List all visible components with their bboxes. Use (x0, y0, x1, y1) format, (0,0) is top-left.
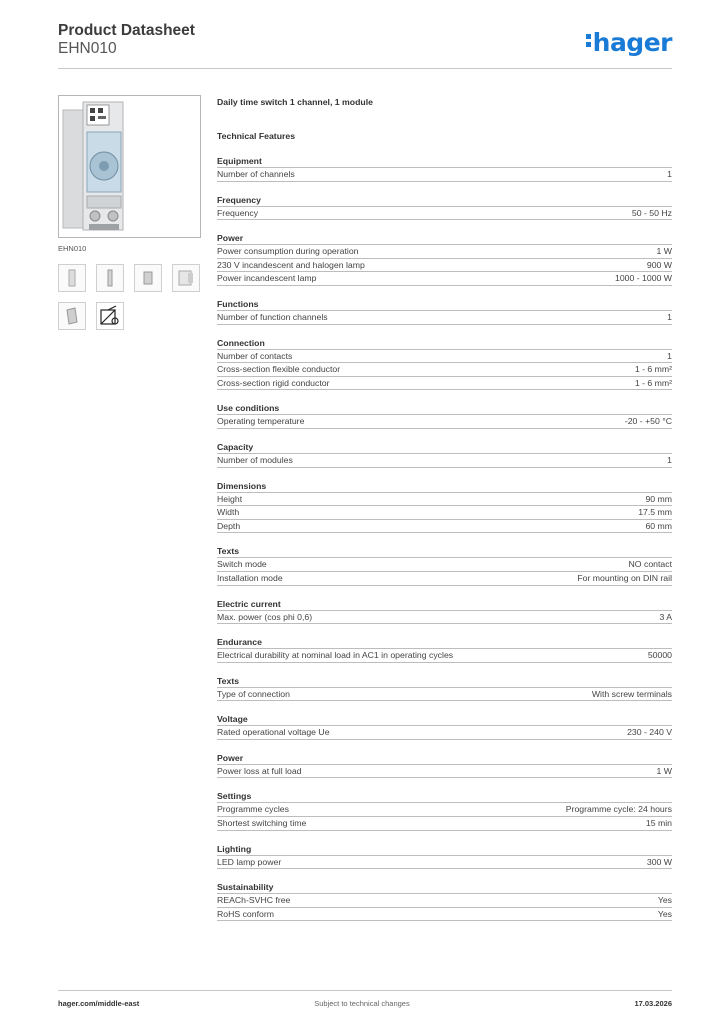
spec-row-label: RoHS conform (217, 908, 274, 919)
spec-row-label: Power loss at full load (217, 765, 302, 776)
spec-row-value: 1 (667, 350, 672, 361)
spec-row-label: Power incandescent lamp (217, 273, 317, 284)
footer-notice: Subject to technical changes (314, 999, 410, 1008)
spec-row-label: Number of modules (217, 454, 293, 465)
spec-row-value: NO contact (628, 559, 672, 570)
spec-group-title: Power (217, 233, 244, 244)
spec-row-value: 90 mm (645, 493, 672, 504)
spec-row-label: REACh-SVHC free (217, 895, 291, 906)
spec-row-value: 50 - 50 Hz (631, 207, 672, 218)
spec-group (217, 337, 672, 391)
specification-sheet (217, 95, 672, 921)
spec-row-label: Power consumption during operation (217, 246, 359, 257)
header (58, 22, 195, 58)
spec-row (217, 414, 672, 429)
spec-row-value: 50000 (647, 650, 672, 661)
spec-group-title: Dimensions (217, 480, 267, 491)
spec-row-label: Frequency (217, 207, 259, 218)
product-description: Daily time switch 1 channel, 1 module (217, 97, 373, 107)
spec-group-title: Sustainability (217, 882, 274, 893)
thumbnail-front-view[interactable] (58, 264, 86, 292)
spec-row (217, 505, 672, 520)
spec-group-title: Voltage (217, 714, 248, 725)
spec-row (217, 362, 672, 377)
spec-row-value: 3 A (659, 611, 672, 622)
spec-row-label: Number of contacts (217, 350, 293, 361)
spec-row-label: Number of function channels (217, 311, 328, 322)
spec-group-title: Capacity (217, 441, 254, 452)
spec-row (217, 610, 672, 625)
spec-row-value: 1 (667, 169, 672, 179)
spec-row-label: LED lamp power (217, 856, 282, 867)
spec-row-label: 230 V incandescent and halogen lamp (217, 259, 365, 270)
thumbnail-angle-view[interactable] (172, 264, 200, 292)
spec-row-value: 1 - 6 mm² (634, 377, 672, 388)
spec-row-label: Programme cycles (217, 804, 289, 815)
header-divider (58, 68, 672, 69)
spec-row-value: 1 - 6 mm² (634, 364, 672, 375)
spec-group (217, 298, 672, 325)
spec-row (217, 492, 672, 507)
spec-row-label: Type of connection (217, 688, 290, 699)
thumbnail-top-view[interactable] (134, 264, 162, 292)
spec-group (217, 881, 672, 921)
footer-website-link[interactable]: hager.com/middle-east (58, 999, 140, 1008)
thumbnail-3d-view[interactable] (58, 302, 86, 330)
spec-group (217, 598, 672, 625)
spec-groups (217, 155, 672, 921)
spec-row-value: 300 W (646, 856, 672, 867)
spec-row-label: Switch mode (217, 559, 267, 570)
spec-group-title: Connection (217, 337, 265, 348)
time-switch-illustration (59, 96, 201, 238)
spec-row (217, 648, 672, 663)
spec-row-value: 17.5 mm (638, 507, 672, 518)
spec-group-title: Settings (217, 791, 252, 802)
wiring-diagram-icon[interactable] (96, 302, 124, 330)
spec-group-title: Equipment (217, 156, 262, 166)
spec-row (217, 571, 672, 586)
spec-row-label: Installation mode (217, 572, 283, 583)
spec-row (217, 907, 672, 922)
spec-row-value: Yes (657, 908, 672, 919)
product-image (58, 95, 201, 238)
spec-group (217, 232, 672, 286)
spec-group (217, 713, 672, 740)
spec-row-value: 1 (667, 454, 672, 465)
spec-row-label: Shortest switching time (217, 818, 307, 829)
thumbnail-side-view[interactable] (96, 264, 124, 292)
spec-row (217, 764, 672, 779)
spec-row-value: For mounting on DIN rail (577, 572, 672, 583)
spec-row-label: Height (217, 493, 243, 504)
spec-row-value: 1 W (656, 765, 672, 776)
product-label: EHN010 (58, 244, 87, 253)
spec-group-title: Use conditions (217, 403, 280, 414)
spec-group-title: Lighting (217, 843, 252, 854)
spec-row-label: Cross-section rigid conductor (217, 377, 330, 388)
spec-group-title: Endurance (217, 637, 262, 648)
spec-row (217, 725, 672, 740)
spec-row-value: Programme cycle: 24 hours (565, 804, 672, 815)
spec-row-label: Depth (217, 520, 241, 531)
footer-date: 17.03.2026 (634, 999, 672, 1008)
spec-group-title: Texts (217, 546, 240, 557)
hager-logo (586, 28, 672, 57)
spec-row (217, 244, 672, 259)
spec-row-value: 15 min (645, 818, 672, 829)
spec-group (217, 402, 672, 429)
spec-group (217, 790, 672, 830)
spec-row (217, 557, 672, 572)
spec-row (217, 349, 672, 364)
brand-name: hager (592, 28, 672, 57)
spec-row-value: 1000 - 1000 W (615, 273, 672, 284)
spec-row-value: 1 (667, 311, 672, 322)
spec-row (217, 816, 672, 831)
spec-row (217, 687, 672, 702)
spec-row-label: Max. power (cos phi 0,6) (217, 611, 313, 622)
spec-row-value: 60 mm (645, 520, 672, 531)
spec-row-label: Electrical durability at nominal load in AC1 in operating cycles (217, 650, 454, 661)
spec-row (217, 258, 672, 273)
spec-row-label: Width (217, 507, 240, 518)
spec-row (217, 802, 672, 817)
spec-row-value: Yes (657, 895, 672, 906)
spec-group-title: Texts (217, 675, 240, 686)
spec-row-value: -20 - +50 °C (624, 416, 672, 427)
spec-group-title: Electric current (217, 598, 281, 609)
spec-row-label: Number of channels (217, 169, 295, 179)
technical-features-heading: Technical Features (217, 131, 296, 141)
spec-group (217, 480, 672, 534)
spec-group-title: Power (217, 752, 244, 763)
spec-row-label: Rated operational voltage Ue (217, 727, 330, 738)
spec-row-value: 230 - 240 V (627, 727, 672, 738)
spec-group (217, 675, 672, 702)
spec-group (217, 194, 672, 221)
spec-row-value: 1 W (656, 246, 672, 257)
page-title: Product Datasheet (58, 22, 195, 39)
product-code: EHN010 (58, 40, 117, 57)
spec-row (217, 893, 672, 908)
spec-group (217, 545, 672, 585)
spec-row (217, 453, 672, 468)
spec-row-value: With screw terminals (591, 688, 672, 699)
spec-row (217, 310, 672, 325)
spec-group (217, 636, 672, 663)
spec-row (217, 519, 672, 534)
spec-group (217, 752, 672, 779)
spec-row (217, 376, 672, 391)
spec-group (217, 843, 672, 870)
spec-row-value: 900 W (646, 259, 672, 270)
spec-row (217, 855, 672, 870)
spec-row (217, 206, 672, 221)
spec-group-title: Functions (217, 298, 259, 309)
spec-group (217, 441, 672, 468)
spec-row-label: Cross-section flexible conductor (217, 364, 341, 375)
spec-row-label: Operating temperature (217, 416, 305, 427)
spec-group-title: Frequency (217, 194, 261, 205)
spec-row (217, 271, 672, 286)
spec-row (217, 167, 672, 182)
spec-group (217, 155, 672, 182)
footer-divider (58, 990, 672, 991)
